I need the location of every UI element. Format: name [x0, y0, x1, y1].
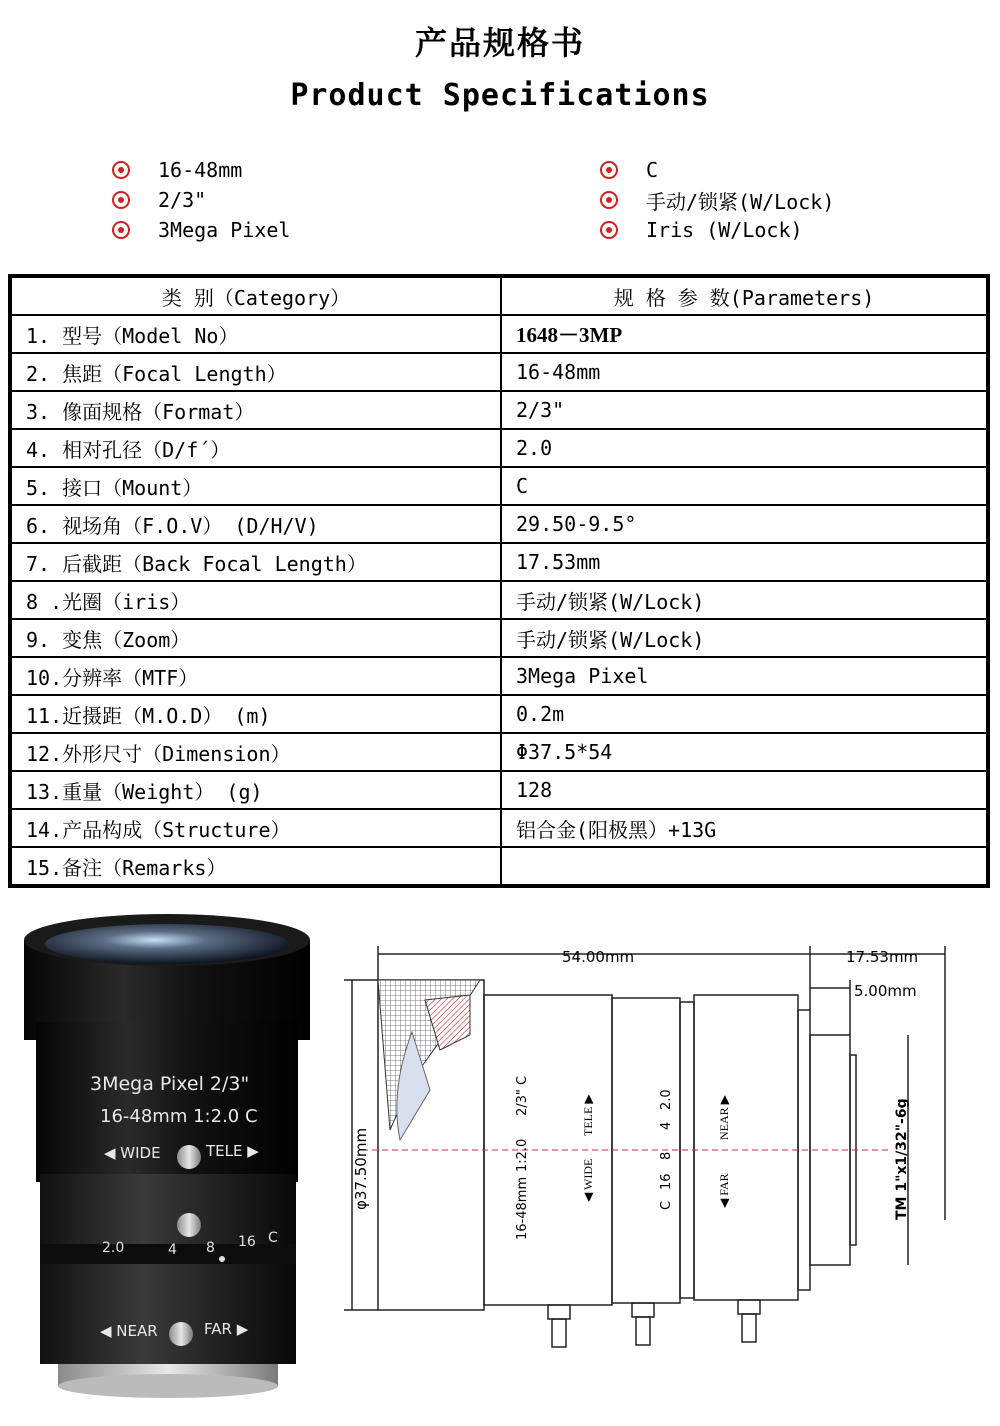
tele-mark: TELE ▶ — [581, 1094, 595, 1136]
row-label: 3. 像面规格（Format） — [10, 391, 501, 429]
row-value: 29.50-9.5° — [501, 505, 988, 543]
row-label: 4. 相对孔径（D/f´） — [10, 429, 501, 467]
feature-text: 2/3" — [158, 188, 207, 212]
zoom-lock-knob — [177, 1145, 201, 1169]
spec-table — [8, 274, 990, 888]
table-row — [10, 695, 988, 733]
body-mark: 1:2.0 — [515, 1138, 530, 1172]
feature-list-left — [110, 155, 290, 245]
feature-list-right — [598, 155, 834, 245]
table-row — [10, 315, 988, 353]
row-label: 12.外形尺寸（Dimension） — [10, 733, 501, 771]
feature-item — [598, 215, 834, 245]
row-label: 6. 视场角（F.O.V） (D/H/V) — [10, 505, 501, 543]
row-value: 128 — [501, 771, 988, 809]
page-title-cn: 产品规格书 — [414, 24, 585, 62]
row-value: 2.0 — [501, 429, 988, 467]
table-row — [10, 505, 988, 543]
table-header-row — [10, 276, 988, 315]
row-label: 11.近摄距（M.O.D） (m) — [10, 695, 501, 733]
iris-mark: C — [659, 1200, 674, 1210]
row-value: 1648－3MP — [501, 315, 988, 353]
table-row — [10, 391, 988, 429]
iris-scale-mark: 8 — [206, 1240, 215, 1256]
dim-back-focal-label: 17.53mm — [846, 948, 919, 966]
lens-text-line1: 3Mega Pixel 2/3" — [90, 1073, 250, 1095]
far-mark: ◀ FAR — [717, 1173, 731, 1208]
table-row — [10, 771, 988, 809]
table-row — [10, 847, 988, 886]
table-row — [10, 733, 988, 771]
iris-mark: 2.0 — [659, 1089, 674, 1110]
dim-length-label: 54.00mm — [562, 948, 635, 966]
column-header-category: 类 别（Category） — [10, 276, 501, 315]
row-value — [501, 847, 988, 886]
row-value: C — [501, 467, 988, 505]
target-bullet-icon — [598, 219, 620, 241]
focus-lock-knob — [169, 1322, 193, 1346]
row-label: 10.分辨率（MTF） — [10, 657, 501, 695]
row-label: 2. 焦距（Focal Length） — [10, 353, 501, 391]
row-label: 15.备注（Remarks） — [10, 847, 501, 886]
row-label: 9. 变焦（Zoom） — [10, 619, 501, 657]
row-value: 手动/锁紧(W/Lock) — [501, 619, 988, 657]
lens-tele-label: TELE ▶ — [206, 1142, 259, 1160]
body-mark: 2/3" C — [515, 1075, 530, 1116]
table-row — [10, 809, 988, 847]
row-value: 3Mega Pixel — [501, 657, 988, 695]
lens-far-label: FAR ▶ — [204, 1320, 249, 1338]
table-row — [10, 467, 988, 505]
iris-scale-mark: 16 — [238, 1234, 256, 1250]
target-bullet-icon — [110, 189, 132, 211]
page-title-en: Product Specifications — [290, 78, 710, 113]
thread-label: TM 1"x1/32"-6g — [894, 1098, 910, 1220]
lens-photo — [18, 912, 318, 1402]
row-label: 7. 后截距（Back Focal Length） — [10, 543, 501, 581]
iris-scale-mark: C — [268, 1230, 278, 1246]
row-value: 17.53mm — [501, 543, 988, 581]
feature-item — [110, 185, 290, 215]
feature-text: 16-48mm — [158, 158, 243, 182]
target-bullet-icon — [110, 219, 132, 241]
row-label: 5. 接口（Mount） — [10, 467, 501, 505]
dim-flange-label: 5.00mm — [854, 982, 917, 1000]
feature-text: C — [646, 158, 659, 182]
row-label: 13.重量（Weight） (g) — [10, 771, 501, 809]
row-value: Φ37.5*54 — [501, 733, 988, 771]
row-label: 8 .光圈（iris） — [10, 581, 501, 619]
row-value: 0.2m — [501, 695, 988, 733]
row-value: 手动/锁紧(W/Lock) — [501, 581, 988, 619]
feature-text: 手动/锁紧(W/Lock) — [646, 189, 835, 214]
table-row — [10, 543, 988, 581]
row-label: 1. 型号（Model No） — [10, 315, 501, 353]
row-value: 铝合金(阳极黑）+13G — [501, 809, 988, 847]
table-row — [10, 353, 988, 391]
dimension-drawing — [330, 940, 990, 1360]
target-bullet-icon — [598, 189, 620, 211]
body-mark: 16-48mm — [515, 1176, 530, 1240]
feature-item — [110, 155, 290, 185]
iris-mark: 8 — [659, 1151, 674, 1160]
column-header-parameters: 规 格 参 数(Parameters) — [501, 276, 988, 315]
iris-mark: 16 — [659, 1173, 674, 1190]
feature-text: Iris (W/Lock) — [646, 218, 803, 242]
target-bullet-icon — [110, 159, 132, 181]
feature-text: 3Mega Pixel — [158, 218, 291, 242]
iris-lock-knob — [177, 1213, 201, 1237]
iris-scale-mark: 2.0 — [102, 1240, 125, 1256]
row-value: 16-48mm — [501, 353, 988, 391]
row-value: 2/3" — [501, 391, 988, 429]
feature-item — [598, 155, 834, 185]
row-label: 14.产品构成（Structure） — [10, 809, 501, 847]
lens-near-label: ◀ NEAR — [100, 1322, 158, 1340]
lens-text-line2: 16-48mm 1:2.0 C — [100, 1106, 258, 1127]
iris-scale-mark: 4 — [168, 1242, 177, 1258]
lens-wide-label: ◀ WIDE — [104, 1144, 161, 1162]
iris-mark: 4 — [659, 1121, 674, 1130]
target-bullet-icon — [598, 159, 620, 181]
feature-item — [110, 215, 290, 245]
table-row — [10, 581, 988, 619]
wide-mark: ◀ WIDE — [581, 1158, 595, 1202]
table-row — [10, 429, 988, 467]
table-row — [10, 619, 988, 657]
feature-item — [598, 185, 834, 215]
table-row — [10, 657, 988, 695]
dim-diameter-label: φ37.50mm — [352, 1127, 370, 1210]
near-mark: NEAR ▶ — [717, 1095, 731, 1140]
